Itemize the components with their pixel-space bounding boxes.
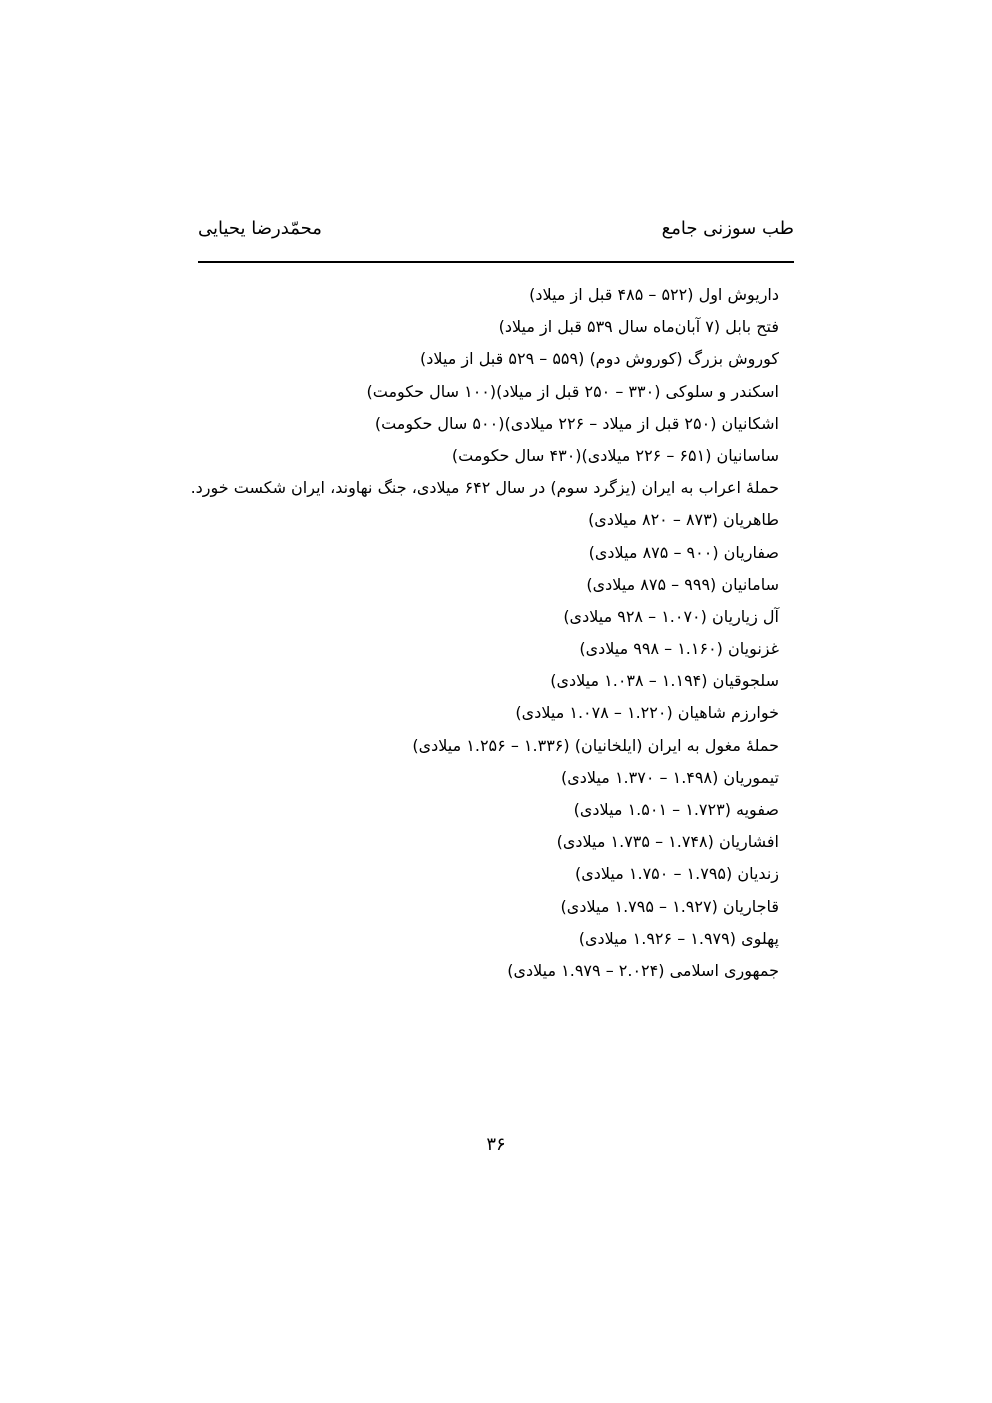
book-title: طب سوزنی جامع xyxy=(661,218,794,239)
list-item: افشاریان (۱.۷۴۸ – ۱.۷۳۵ میلادی) xyxy=(556,832,779,852)
list-item: جمهوری اسلامی (۲.۰۲۴ – ۱.۹۷۹ میلادی) xyxy=(507,960,779,980)
list-item: غزنویان (۱.۱۶۰ – ۹۹۸ میلادی) xyxy=(579,639,779,659)
author-name: محمّدرضا یحیایی xyxy=(198,218,322,239)
running-header xyxy=(198,214,794,254)
list-item: سلجوقیان (۱.۱۹۴ – ۱.۰۳۸ میلادی) xyxy=(550,671,779,691)
list-item: سامانیان (۹۹۹ – ۸۷۵ میلادی) xyxy=(586,574,779,594)
list-item: صفاریان (۹۰۰ – ۸۷۵ میلادی) xyxy=(588,542,779,562)
list-item: قاجاریان (۱.۹۲۷ – ۱.۷۹۵ میلادی) xyxy=(560,896,779,916)
list-item: کوروش بزرگ (کوروش دوم) (۵۵۹ – ۵۲۹ قبل از میلاد) xyxy=(420,349,779,369)
list-item: صفویه (۱.۷۲۳ – ۱.۵۰۱ میلادی) xyxy=(573,800,779,819)
list-item: حملۀ مغول به ایران (ایلخانیان) (۱.۳۳۶ – ۱.۲۵۶ میلادی) xyxy=(412,735,779,755)
list-item: خوارزم شاهیان (۱.۲۲۰ – ۱.۰۷۸ میلادی) xyxy=(515,703,779,723)
list-item: اسکندر و سلوکی (۳۳۰ – ۲۵۰ قبل از میلاد)(۱۰۰ سال حکومت) xyxy=(366,381,779,401)
list-item: پهلوی (۱.۹۷۹ – ۱.۹۲۶ میلادی) xyxy=(578,928,779,948)
list-item: اشکانیان (۲۵۰ قبل از میلاد – ۲۲۶ میلادی)(۵۰۰ سال حکومت) xyxy=(374,413,779,433)
page-number: ۳۶ xyxy=(486,1134,506,1155)
list-item: زندیان (۱.۷۹۵ – ۱.۷۵۰ میلادی) xyxy=(574,864,779,884)
list-item: آل زیاریان (۱.۰۷۰ – ۹۲۸ میلادی) xyxy=(563,606,779,626)
list-item: داریوش اول (۵۲۲ – ۴۸۵ قبل از میلاد) xyxy=(529,285,779,304)
dynasty-list xyxy=(179,279,779,987)
list-item: فتح بابل (۷ آبان‌ماه سال ۵۳۹ قبل از میلاد) xyxy=(498,317,779,337)
list-item: تیموریان (۱.۴۹۸ – ۱.۳۷۰ میلادی) xyxy=(561,767,779,787)
list-item: طاهریان (۸۷۳ – ۸۲۰ میلادی) xyxy=(588,510,779,530)
header-rule xyxy=(198,261,794,263)
list-item: ساسانیان (۶۵۱ – ۲۲۶ میلادی)(۴۳۰ سال حکومت) xyxy=(451,445,779,465)
list-item: حملۀ اعراب به ایران (یزگرد سوم) در سال ۶۴۲ میلادی، جنگ نهاوند، ایران شکست خورد. xyxy=(190,478,779,498)
